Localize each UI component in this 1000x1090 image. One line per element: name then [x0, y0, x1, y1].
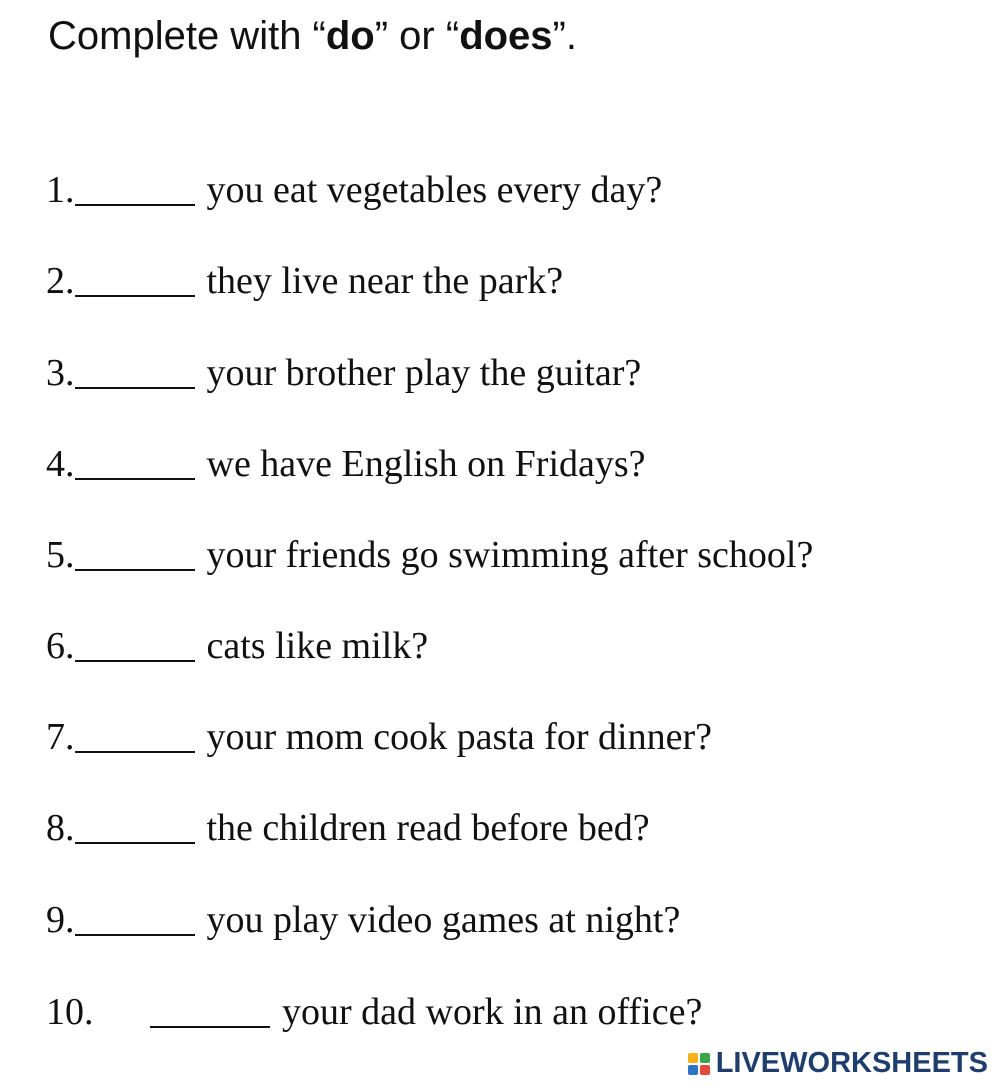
question-8 — [46, 804, 650, 852]
question-text: your brother play the guitar? — [206, 352, 642, 394]
instructions-middle: ” or “ — [374, 14, 460, 58]
logo-text: LIVEWORKSHEETS — [715, 1047, 988, 1079]
instructions-word-do: do — [325, 14, 375, 58]
question-6 — [46, 622, 428, 670]
question-text: your dad work in an office? — [282, 991, 703, 1033]
question-number: 2. — [46, 260, 75, 302]
question-number: 7. — [46, 716, 75, 758]
question-3 — [46, 349, 641, 397]
question-text: your friends go swimming after school? — [206, 534, 814, 576]
answer-blank-5[interactable] — [75, 539, 195, 571]
answer-blank-10[interactable] — [150, 996, 270, 1028]
answer-blank-8[interactable] — [75, 812, 195, 844]
question-7 — [46, 713, 712, 761]
question-number: 4. — [46, 443, 75, 485]
question-4 — [46, 440, 646, 488]
answer-blank-4[interactable] — [75, 448, 195, 480]
worksheet-instructions — [48, 8, 577, 64]
instructions-prefix: Complete with “ — [48, 14, 326, 58]
liveworksheets-logo — [688, 1047, 988, 1080]
question-2 — [46, 257, 563, 305]
question-number: 8. — [46, 807, 75, 849]
question-number: 10. — [46, 991, 94, 1033]
question-text: you play video games at night? — [206, 899, 681, 941]
question-10 — [46, 988, 702, 1036]
question-number: 6. — [46, 625, 75, 667]
question-number: 3. — [46, 352, 75, 394]
question-number: 5. — [46, 534, 75, 576]
instructions-suffix: ”. — [552, 14, 577, 58]
question-text: your mom cook pasta for dinner? — [206, 716, 712, 758]
question-text: we have English on Fridays? — [206, 443, 646, 485]
liveworksheets-logo-icon — [688, 1053, 710, 1075]
question-5 — [46, 531, 813, 579]
question-9 — [46, 896, 680, 944]
question-1 — [46, 166, 662, 214]
question-text: cats like milk? — [206, 625, 429, 667]
question-text: you eat vegetables every day? — [206, 169, 663, 211]
question-number: 1. — [46, 169, 75, 211]
question-text: the children read before bed? — [206, 807, 650, 849]
answer-blank-9[interactable] — [75, 904, 195, 936]
instructions-word-does: does — [459, 14, 553, 58]
question-number: 9. — [46, 899, 75, 941]
answer-blank-6[interactable] — [75, 630, 195, 662]
answer-blank-2[interactable] — [75, 265, 195, 297]
answer-blank-3[interactable] — [75, 357, 195, 389]
question-text: they live near the park? — [206, 260, 564, 302]
answer-blank-7[interactable] — [75, 721, 195, 753]
answer-blank-1[interactable] — [75, 174, 195, 206]
